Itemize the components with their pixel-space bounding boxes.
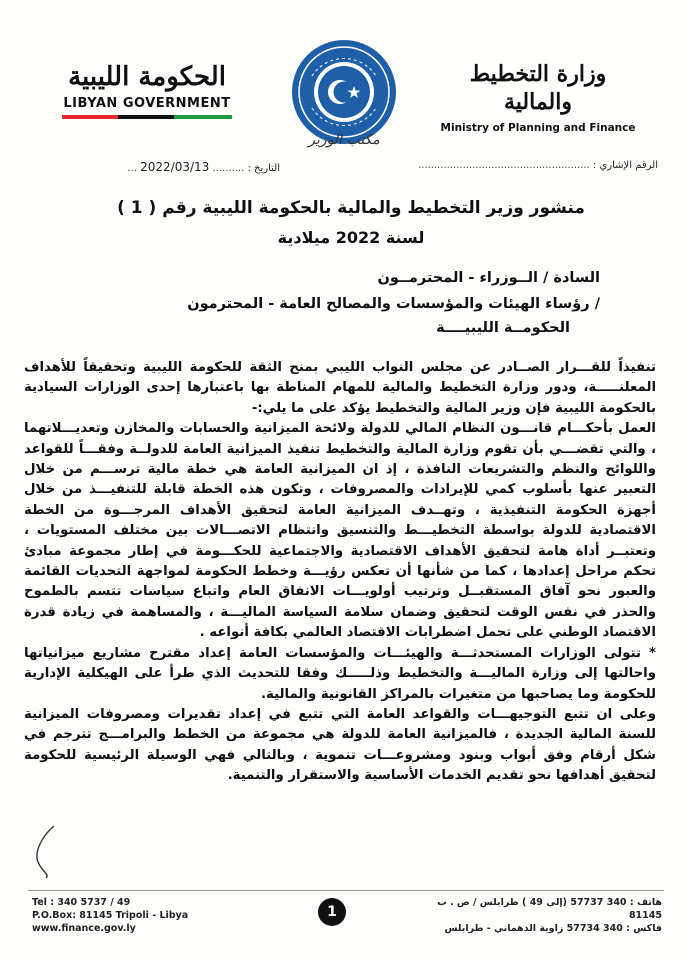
footer-divider xyxy=(28,890,664,891)
footer-website[interactable]: www.finance.gov.ly xyxy=(32,923,136,934)
circular-title: منشور وزير التخطيط والمالية بالحكومة الليبية رقم ( 1 ) xyxy=(117,198,585,218)
date-label: التاريخ : xyxy=(247,163,280,174)
flag-color-bar xyxy=(62,115,232,119)
minister-office-label: مكتب الوزير xyxy=(308,132,380,148)
ministry-logo xyxy=(438,60,638,134)
ministry-name-english: Ministry of Planning and Finance xyxy=(440,122,636,134)
date-dots: .......... xyxy=(209,163,245,174)
date-value: 2022/03/13 xyxy=(140,160,210,174)
circular-year: لسنة 2022 ميلادية xyxy=(277,228,425,247)
government-name-arabic: الحكومة الليبية xyxy=(68,62,226,92)
body-paragraph-intro: تنفيذاً للقـــرار الصــادر عن مجلس النواب الليبي بمنح الثقة للحكومة الليبية وتحقيقاً للأهداف المعلنـــــة، ودور وزارة التخطيط والمالية للمهام المناطة بها باعتبارها إحدى الوزارات السيادية بالحكومة الليبية فإن وزير المالية والتخطيط يؤكد على ما يلي:- xyxy=(24,360,656,416)
addressee-heads: / رؤساء الهيئات والمؤسسات والمصالح العامة - المحترمون xyxy=(187,296,600,312)
ministry-name-arabic: وزارة التخطيط والمالية xyxy=(469,61,607,115)
circular-body xyxy=(24,358,656,787)
date-dots-end: ... xyxy=(127,163,137,174)
footer-contact-english xyxy=(32,896,252,935)
body-paragraph-budget-law: العمل بأحكـــام قانـــون النظام المالي للدولة ولائحة الميزانية والحسابات والمخازن وتعديـــلاتهما ، والتي تقضـــي بأن تقوم وزارة المالية والتخطيط تنفيذ الميزانية العامة للدولــة وفقـــاً للقواعد واللوائح والنظم والتشريعات النافذة ، إذ ان الميزانية العامة هي خطة مالية ترســـم من خلال التعبير عنها بأسلوب كمي للإيرادات والمصروفات ، وتكون هذه الخطة قابلة للتنفيـــذ من خلال أجهزة الحكومة التنفيذية ، وتهــدف الميزانية العامة لتحقيق الأهداف المرجـــوة من الخطة الاقتصادية للدولة بواسطة التخطيـــط والتنسيق وانتظام الاتصـــالات بين مختلف المستويات ، وتعتبــر أداة هامة لتحقيق الأهداف الاقتصادية والاجتماعية للحكـــومة في إطار مجموعة مبادئ تحكم مراحل إعدادها ، كما من شأنها أن تعكس رؤيـــة وخطط الحكومة لمواجهة التحديات القائمة والعبور نحو آفاق المستقبــل وترتيب أولويـــات الانفاق العام واتباع سياسات تتسم بالطموح والحذر في نفس الوقت لتحقيق وضمان سلامة السياسة الماليـــة ، والمساهمة في زيادة قدرة الاقتصاد الوطني على تحمل اضطرابات الاقتصاد العالمي بكافة أنواعه . xyxy=(24,421,656,641)
reference-number-line xyxy=(414,160,658,176)
reference-dots: ...................................................... xyxy=(418,160,590,171)
body-paragraph-new-ministries: * تتولى الوزارات المستحدثـــة والهيئـــات والمؤسسات العامة إعداد مقترح مشاريع ميزانياتها واحالتها إلى وزارة الماليـــة والتخطيط وذلـــــك وفقا للتحديث الذي طرأ على الهيكلية الإدارية للحكومة وما يصاحبها من متغيرات بالمراكز القانونية والمالية. xyxy=(24,645,656,702)
footer-fax-arabic: فاكس : 340 57734 زاوية الدهماني - طرابلس xyxy=(444,923,662,934)
footer-pobox: P.O.Box: 81145 Tripoli - Libya xyxy=(32,910,189,921)
reference-label: الرقم الإشاري : xyxy=(592,160,658,171)
ministry-emblem xyxy=(290,38,398,146)
government-name-english: LIBYAN GOVERNMENT xyxy=(63,96,231,111)
page-number-badge: 1 xyxy=(318,898,346,926)
footer-phone-arabic: هاتف : 340 57737 (إلى 49 ) طرابلس / ص . ب 81145 xyxy=(437,897,662,921)
addressee-ministers: السادة / الــوزراء - المحترمــون xyxy=(377,270,600,286)
body-paragraph-guidelines: وعلى ان تتبع التوجيهـــات والقواعد العامة التي تتبع في إعداد تقديرات ومصروفات الميزانية للسنة المالية الجديدة ، فالميزانية العامة للدولة هي مجموعة من الخطط والبرامـــج تترجم في شكل أرقام وفق أبواب وبنود ومشروعـــات تنموية ، وبالتالي فهي الوسيلة الرئيسية للحكومة لتحقيق أهدافها نحو تقديم الخدمات الأساسية والاستقرار والتنمية. xyxy=(24,706,656,784)
addressee-government: الحكومــة الليبيــــة xyxy=(436,320,570,336)
footer-tel: Tel : 340 5737 / 49 xyxy=(32,897,131,908)
footer-contact-arabic xyxy=(410,896,662,935)
libyan-government-logo xyxy=(62,62,232,119)
signature-mark xyxy=(24,822,64,880)
date-line xyxy=(30,160,280,176)
